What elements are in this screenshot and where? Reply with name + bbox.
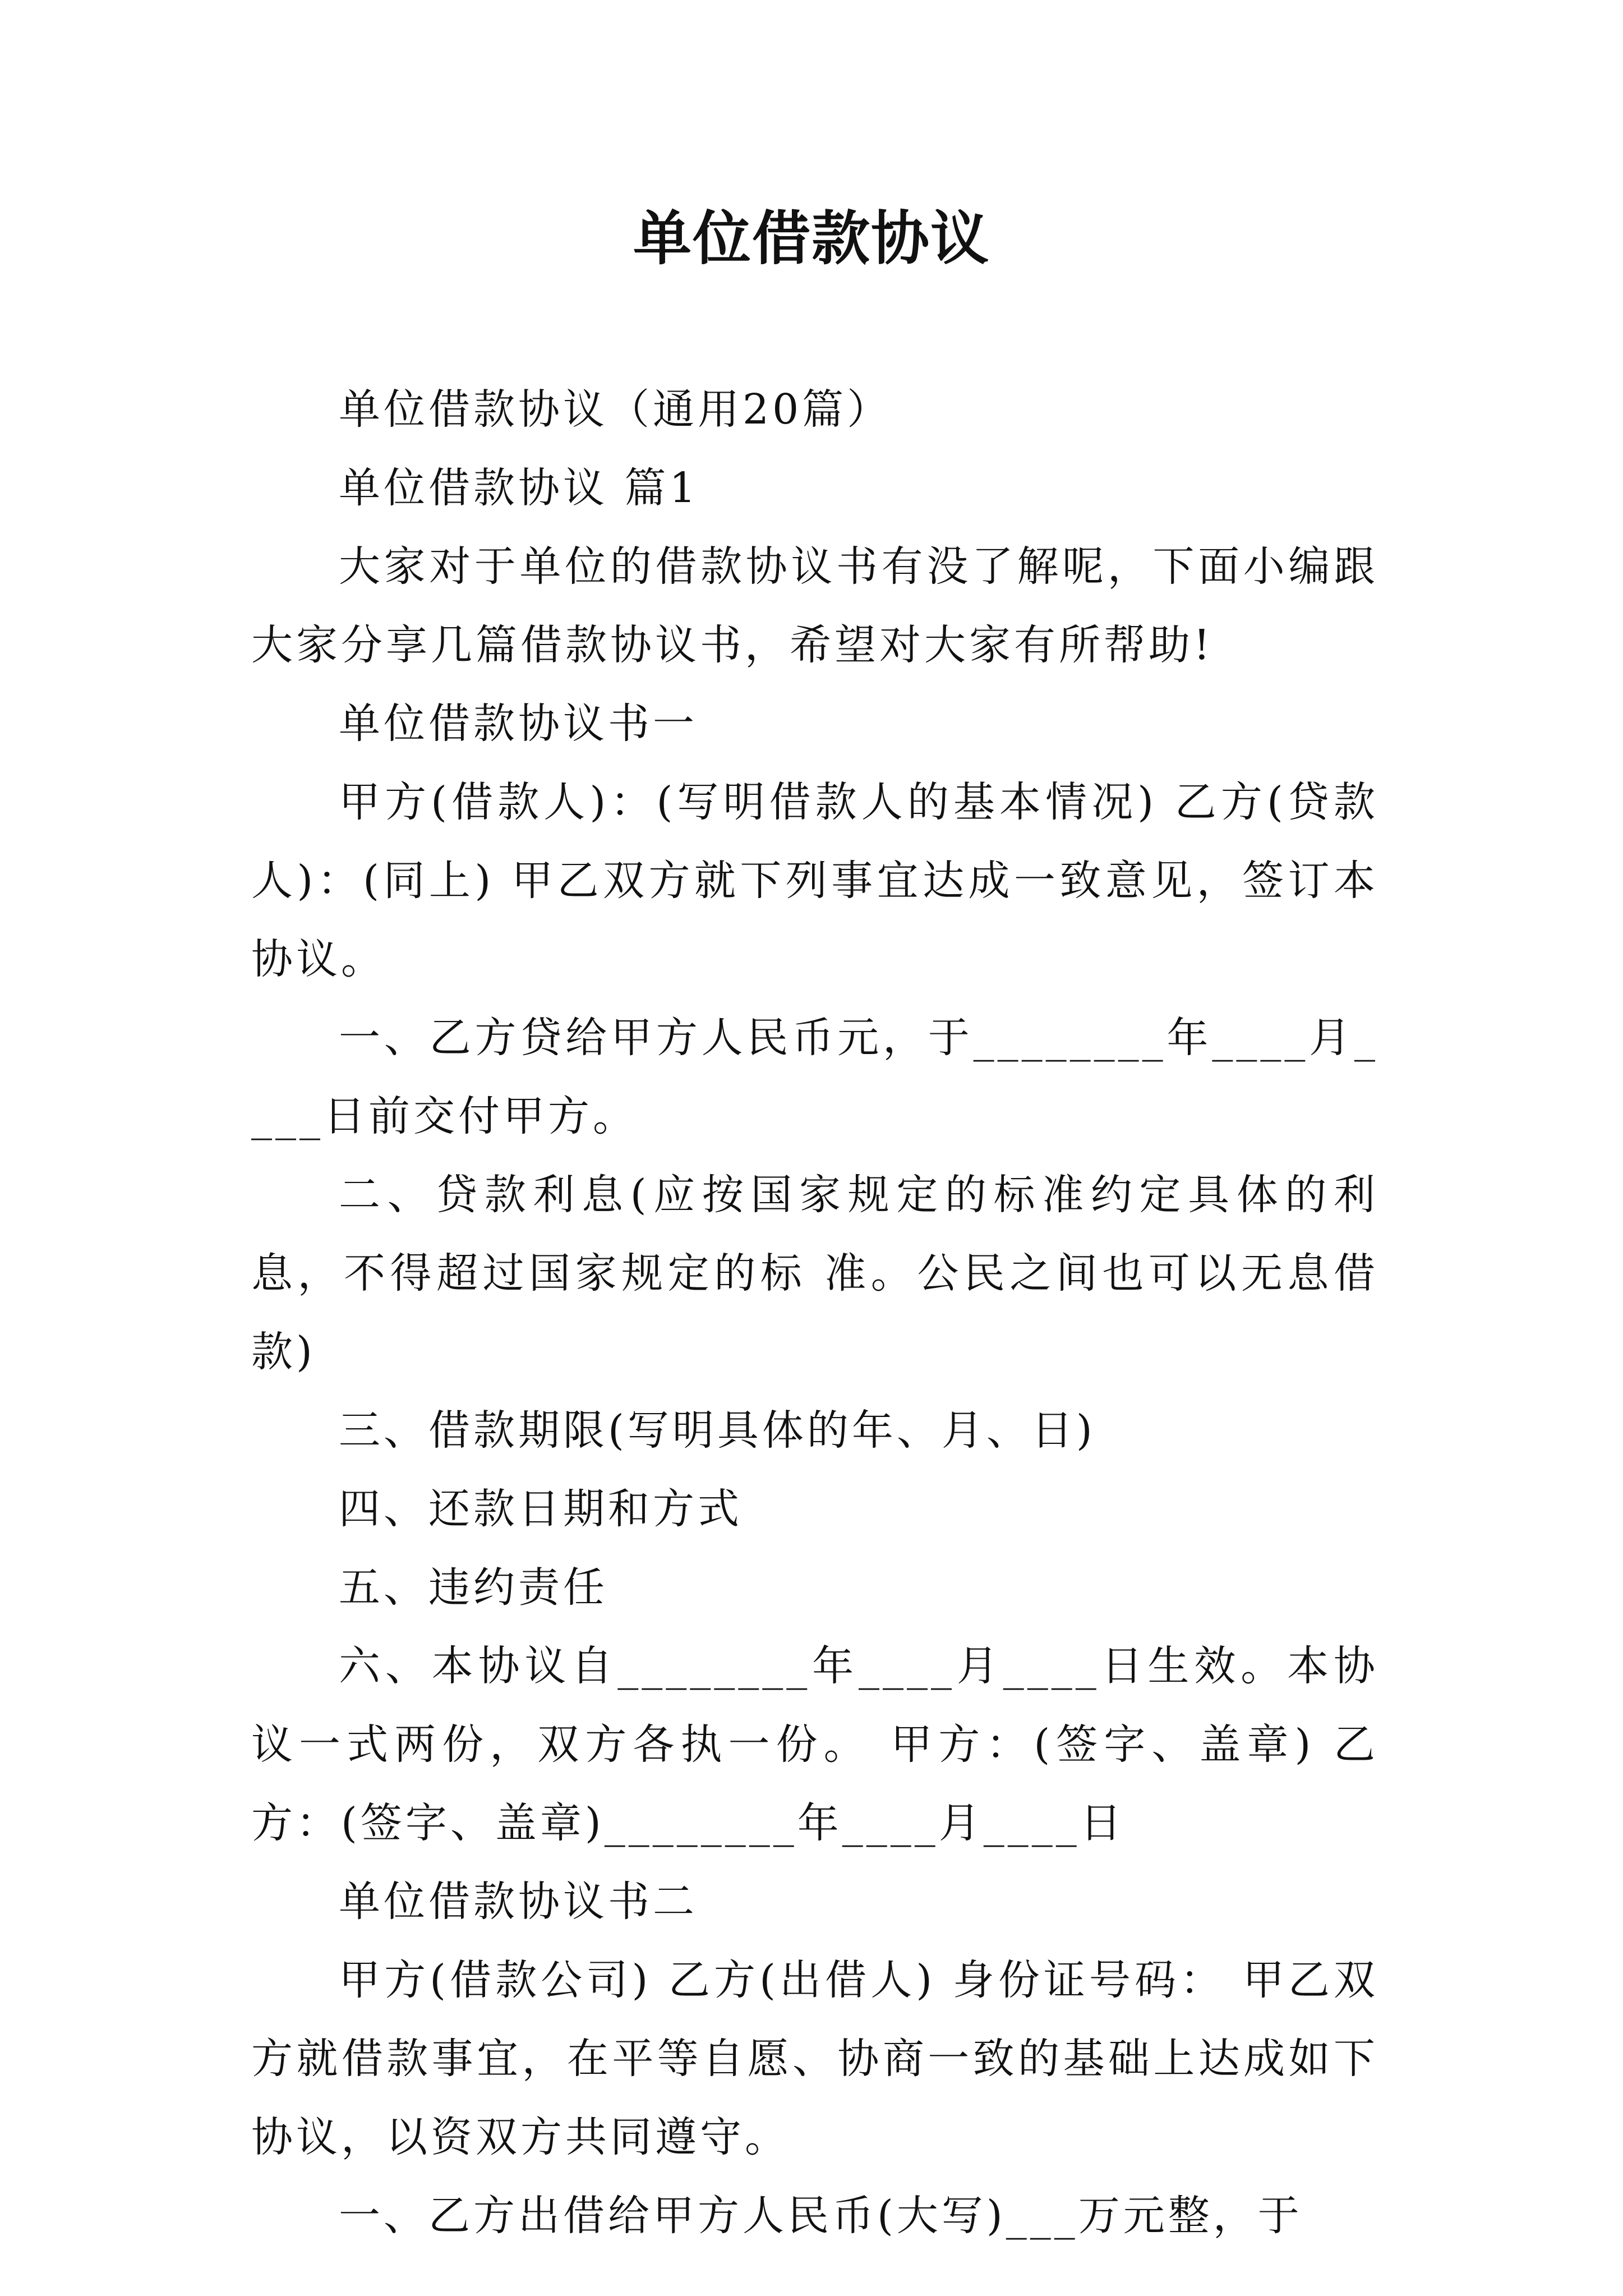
paragraph-clause-4: 四、还款日期和方式 (339, 1485, 743, 1533)
paragraph-article-heading: 单位借款协议 篇1 (339, 464, 699, 512)
paragraph-clause-6: 六、本协议自________年____月____日生效。本协议一式两份，双方各执一份。 甲方：(签字、盖章) 乙方：(签字、盖章)________年____月____日 (251, 1642, 1378, 1847)
paragraph-clause-5: 五、违约责任 (339, 1563, 608, 1612)
paragraph-clause-2: 二、贷款利息(应按国家规定的标准约定具体的利息，不得超过国家规定的标 准。公民之间也可以无息借款) (251, 1171, 1378, 1376)
document-body (251, 370, 1378, 2255)
paragraph-subtitle: 单位借款协议（通用20篇） (339, 385, 892, 434)
paragraph-clause-3: 三、借款期限(写明具体的年、月、日) (339, 1406, 1096, 1455)
document-title: 单位借款协议 (633, 204, 990, 273)
paragraph-agreement-two-heading: 单位借款协议书二 (339, 1878, 698, 1926)
paragraph-agreement-two-parties: 甲方(借款公司) 乙方(出借人) 身份证号码： 甲乙双方就借款事宜，在平等自愿、协商一致的基础上达成如下协议，以资双方共同遵守。 (251, 1956, 1378, 2161)
paragraph-parties: 甲方(借款人)：(写明借款人的基本情况) 乙方(贷款人)：(同上) 甲乙双方就下列事宜达成一致意见，签订本协议。 (251, 778, 1378, 983)
paragraph-agreement-two-clause-1: 一、乙方出借给甲方人民币(大写)___万元整，于 (339, 2192, 1303, 2240)
paragraph-agreement-one-heading: 单位借款协议书一 (339, 700, 698, 748)
paragraph-clause-1: 一、乙方贷给甲方人民币元，于________年____月____日前交付甲方。 (251, 1014, 1378, 1140)
paragraph-intro: 大家对于单位的借款协议书有没了解呢，下面小编跟大家分享几篇借款协议书，希望对大家有所帮助! (251, 542, 1378, 669)
